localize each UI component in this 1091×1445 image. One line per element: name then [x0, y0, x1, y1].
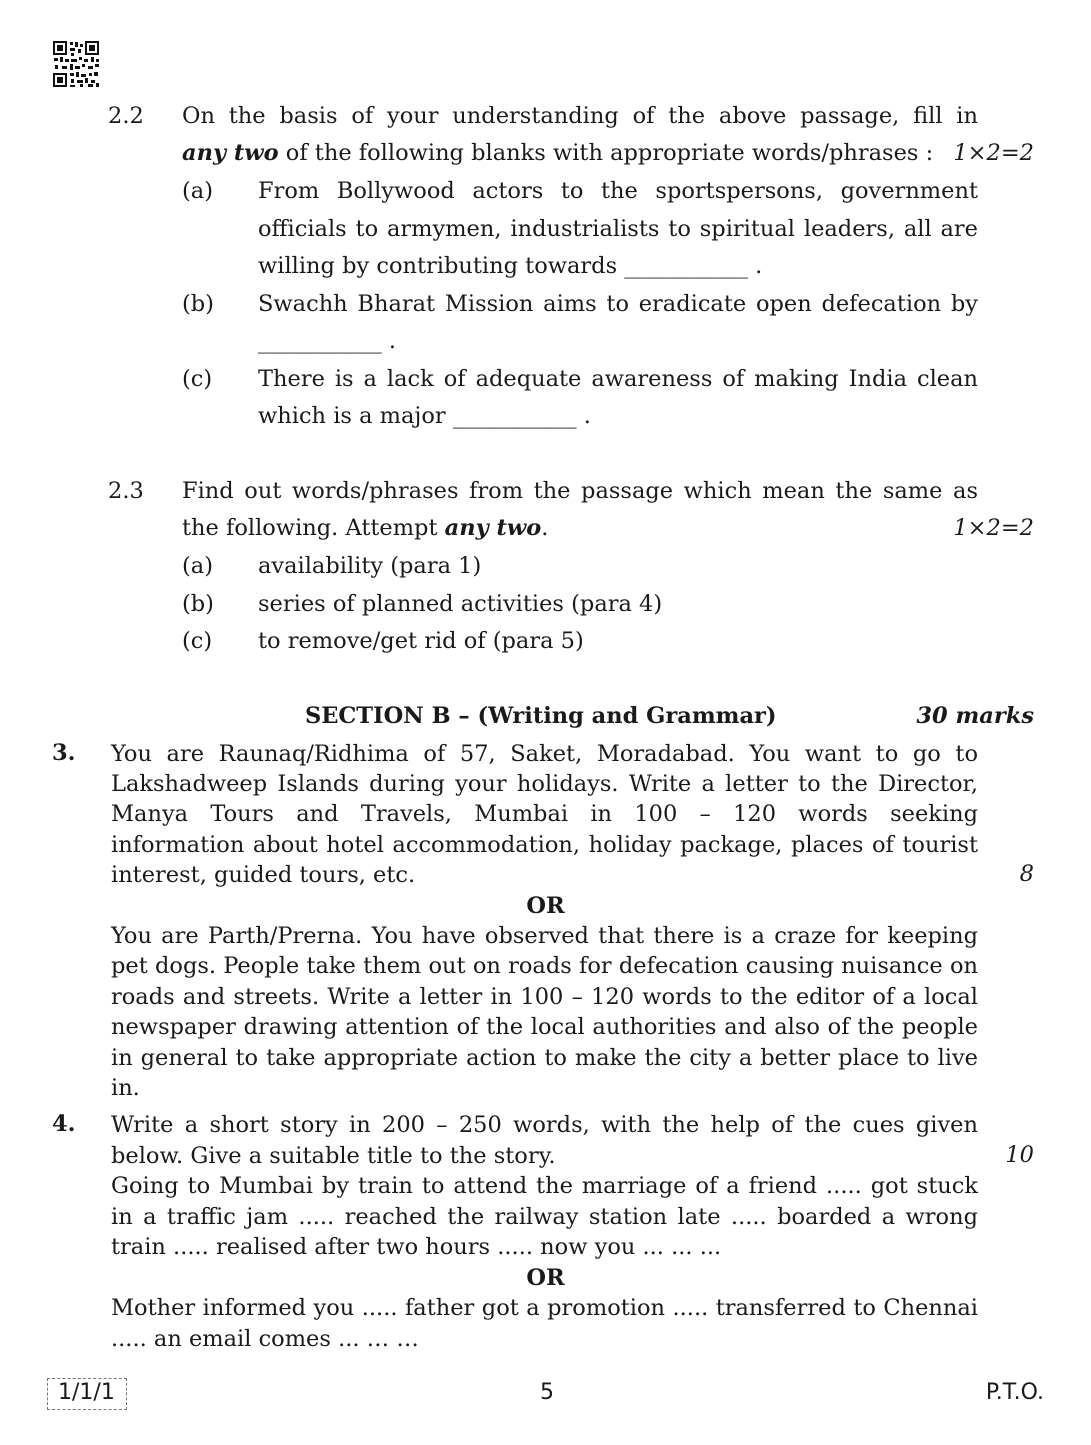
marks: 1×2=2: [953, 140, 1034, 166]
item-label: (b): [182, 291, 214, 317]
item-text: to remove/get rid of (para 5): [258, 628, 584, 654]
alt-cue-text: ..... an email comes ... … …: [111, 1326, 419, 1352]
pto-label: P.T.O.: [985, 1380, 1044, 1405]
question-number: 3.: [52, 740, 76, 766]
marks: 8: [1019, 861, 1034, 887]
or-separator: OR: [526, 1265, 565, 1291]
question-text-rest: of the following blanks with appropriate words/phrases :: [278, 140, 934, 166]
question-text: information about hotel accommodation, holiday package, places of tourist: [111, 832, 978, 858]
cue-text: train ..... realised after two hours ..... now you ... ... ...: [111, 1234, 722, 1260]
item-text: willing by contributing towards ___________ .: [258, 253, 763, 279]
alt-question-text: roads and streets. Write a letter in 100 – 120 words to the editor of a local: [111, 984, 978, 1010]
marks: 1×2=2: [953, 515, 1034, 541]
question-text: interest, guided tours, etc.: [111, 862, 416, 888]
item-label: (a): [182, 553, 213, 579]
question-text: below. Give a suitable title to the story.: [111, 1143, 556, 1169]
section-title: SECTION B – (Writing and Grammar): [305, 703, 777, 729]
cue-text: in a traffic jam ..... reached the railway station late ..... boarded a wrong: [111, 1204, 978, 1230]
question-number: 2.3: [108, 478, 144, 504]
item-text: There is a lack of adequate awareness of making India clean: [258, 366, 978, 392]
alt-question-text: You are Parth/Prerna. You have observed that there is a craze for keeping: [111, 923, 978, 949]
question-text: Write a short story in 200 – 250 words, with the help of the cues given: [111, 1112, 978, 1138]
alt-question-text: in general to take appropriate action to make the city a better place to live: [111, 1045, 978, 1071]
question-text-pre: the following. Attempt: [182, 515, 445, 541]
emphasis-text: any two: [444, 515, 542, 541]
question-number: 2.2: [108, 103, 144, 129]
item-text: ___________ .: [258, 328, 397, 354]
alt-question-text: in.: [111, 1075, 140, 1101]
item-label: (b): [182, 591, 214, 617]
item-label: (c): [182, 366, 213, 392]
question-text: [182, 510, 548, 547]
alt-question-text: newspaper drawing attention of the local authorities and also of the people: [111, 1014, 978, 1040]
alt-cue-text: Mother informed you ..... father got a promotion ..... transferred to Chennai: [111, 1295, 978, 1321]
qr-code-icon: [52, 40, 100, 88]
question-text: You are Raunaq/Ridhima of 57, Saket, Moradabad. You want to go to: [111, 741, 978, 767]
question-text: [182, 135, 933, 172]
alt-question-text: pet dogs. People take them out on roads for defecation causing nuisance on: [111, 953, 978, 979]
marks: 10: [1005, 1142, 1034, 1168]
item-text: From Bollywood actors to the sportspersons, government: [258, 178, 978, 204]
paper-code: 1/1/1: [58, 1380, 115, 1405]
item-text: series of planned activities (para 4): [258, 591, 663, 617]
question-text-post: .: [541, 515, 549, 541]
cue-text: Going to Mumbai by train to attend the marriage of a friend ..... got stuck: [111, 1173, 978, 1199]
question-text: On the basis of your understanding of the above passage, fill in: [182, 103, 978, 129]
item-label: (c): [182, 628, 213, 654]
item-text: officials to armymen, industrialists to spiritual leaders, all are: [258, 216, 978, 242]
section-marks: 30 marks: [916, 703, 1034, 729]
or-separator: OR: [526, 893, 565, 919]
emphasis-text: any two: [182, 140, 279, 166]
question-text: Find out words/phrases from the passage which mean the same as: [182, 478, 978, 504]
page-number: 5: [540, 1380, 554, 1405]
item-label: (a): [182, 178, 213, 204]
item-text: which is a major ___________ .: [258, 403, 591, 429]
question-text: Lakshadweep Islands during your holidays. Write a letter to the Director,: [111, 771, 978, 797]
item-text: availability (para 1): [258, 553, 482, 579]
item-text: Swachh Bharat Mission aims to eradicate open defecation by: [258, 291, 978, 317]
question-text: Manya Tours and Travels, Mumbai in 100 – 120 words seeking: [111, 801, 978, 827]
question-number: 4.: [52, 1111, 76, 1137]
